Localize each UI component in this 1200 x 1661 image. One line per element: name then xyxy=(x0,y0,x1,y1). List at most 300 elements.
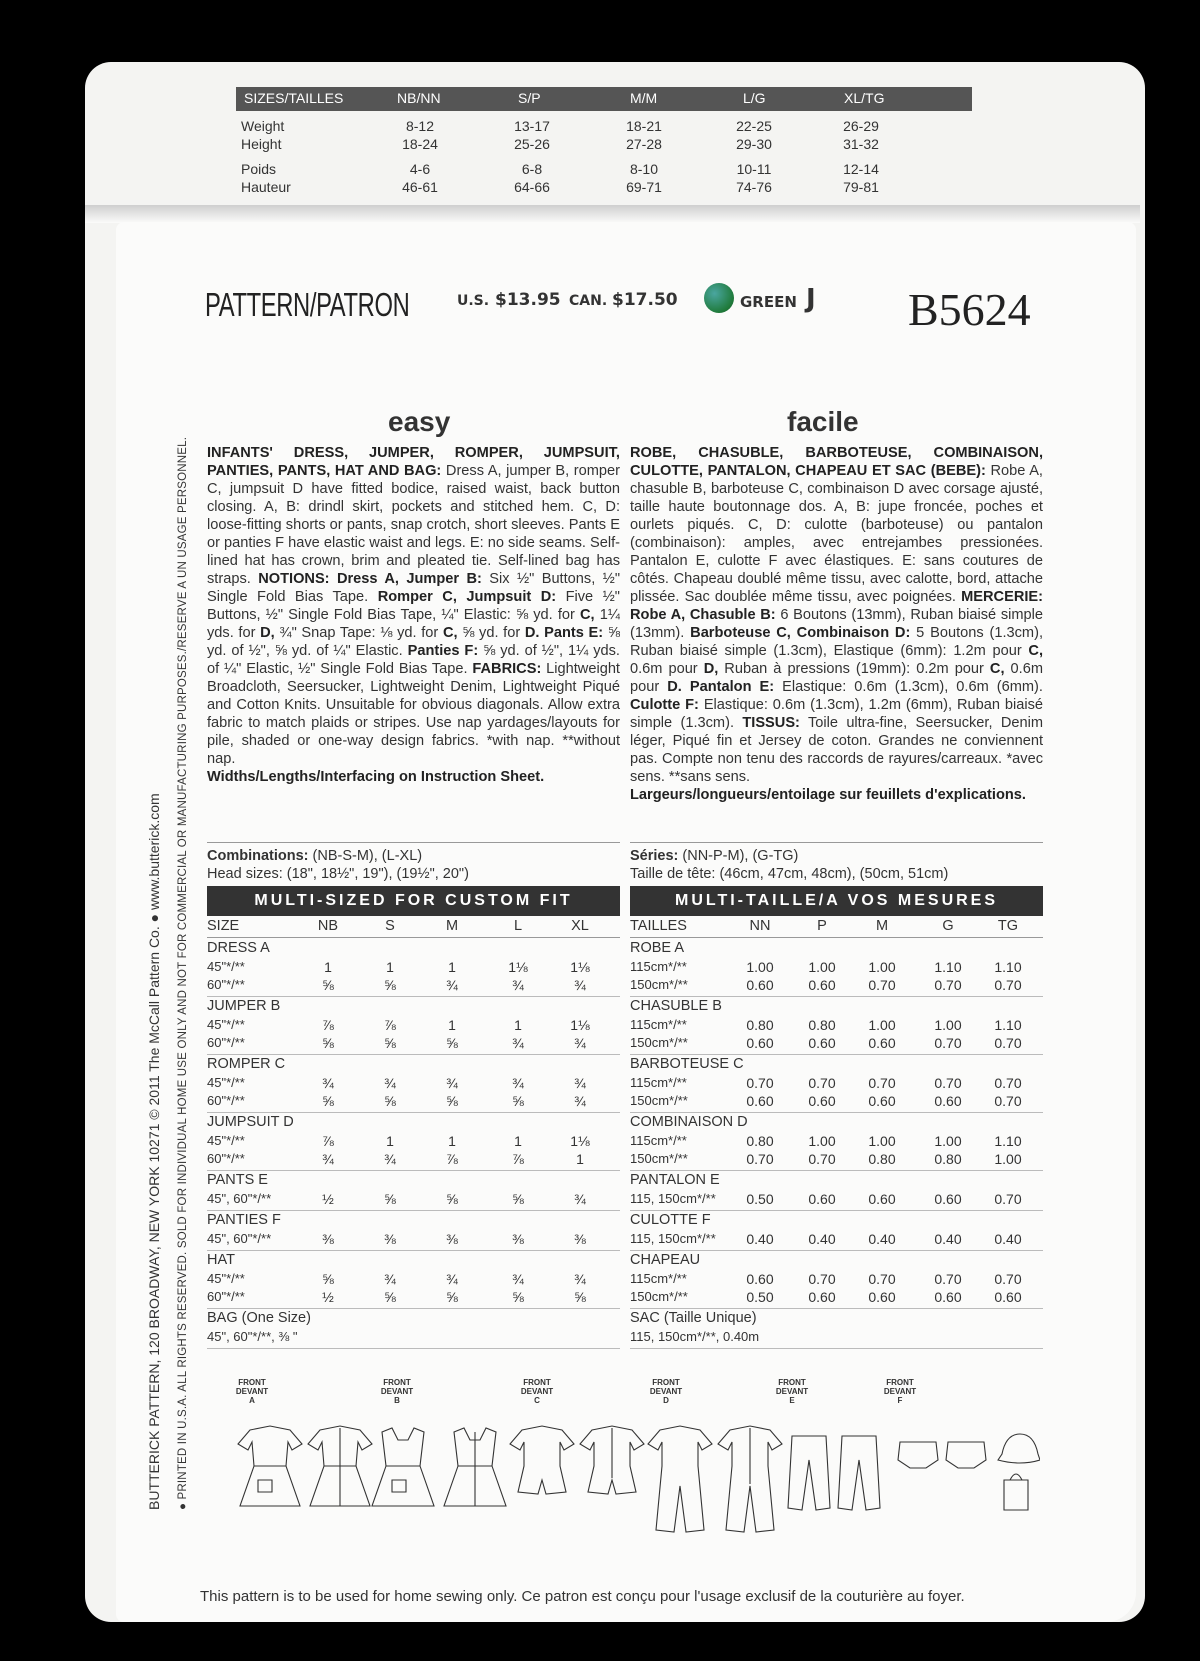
yardage-cell: 0.50 xyxy=(746,1191,774,1207)
figure-label xyxy=(517,1378,557,1405)
yardage-cell: 1.00 xyxy=(868,1017,896,1033)
color-dot-icon xyxy=(704,283,734,313)
mercerie-a-text: 6 Boutons (13mm), Ruban biaisé simple (13mm). xyxy=(630,607,1043,641)
size-chart-cell: 18-24 xyxy=(402,136,438,152)
size-chart-cell: 8-10 xyxy=(629,161,659,177)
size-chart-cell: 12-14 xyxy=(843,161,879,177)
yardage-cell: 0.70 xyxy=(746,1151,774,1167)
yardage-cell: ⅝ xyxy=(446,1035,458,1051)
yardage-cell: 0.40 xyxy=(994,1231,1022,1247)
yardage-column-header: L xyxy=(513,918,523,934)
mercerie-d: D, xyxy=(703,661,719,677)
english-desc-text: Dress A, jumper B, romper C, jumpsuit D have fitted bodice, raised waist, back button closing. A, B: drindl skirt, pockets and stitched hem. C, D: loose-fitting shorts or pants, snap crotch, short sleeves. Pants E or panties F have elastic waist and legs. E: no side seams. Self-lined hat has crown, brim and pleated tie. Self-lined bag has straps. xyxy=(207,463,620,587)
yardage-cell: ⅝ xyxy=(512,1289,524,1305)
divider xyxy=(207,842,620,843)
table-divider xyxy=(207,1054,620,1055)
yardage-cell: 0.70 xyxy=(994,1035,1022,1051)
yardage-row-label: 60"*/** xyxy=(207,977,245,992)
yardage-column-header: M xyxy=(875,918,889,934)
yardage-cell: 0.80 xyxy=(746,1133,774,1149)
figure-letter: F xyxy=(897,1396,903,1405)
yardage-cell: ⅞ xyxy=(322,1133,334,1149)
yardage-cell: 0.70 xyxy=(934,977,962,993)
yardage-group-name: DRESS A xyxy=(207,940,270,956)
notions-d3: D. xyxy=(524,625,540,641)
color-label: GREEN xyxy=(740,293,797,311)
size-chart-cell: 74-76 xyxy=(736,179,772,195)
size-chart-cell: 6-8 xyxy=(521,161,543,177)
yardage-group-name: PANTALON E xyxy=(630,1172,720,1188)
yardage-cell: 1 xyxy=(324,959,332,975)
mercerie-f: Culotte F: xyxy=(630,697,699,713)
yardage-row-label: 150cm*/** xyxy=(630,1093,688,1108)
size-chart-cell: 69-71 xyxy=(626,179,662,195)
yardage-cell: 1.00 xyxy=(808,1133,836,1149)
mercerie-d2-text: 0.6m pour xyxy=(630,661,1043,695)
jumper-b-front-drawing xyxy=(372,1428,434,1506)
yardage-cell: 0.70 xyxy=(994,1271,1022,1287)
yardage-cell: 0.60 xyxy=(934,1191,962,1207)
size-chart-row-label: Poids xyxy=(241,161,277,177)
yardage-cell: 1⅛ xyxy=(570,1133,590,1149)
yardage-cell: ⅜ xyxy=(384,1231,396,1247)
yardage-cell: 1⅛ xyxy=(508,959,528,975)
yardage-cell: ⅜ xyxy=(446,1231,458,1247)
yardage-group-name: PANTS E xyxy=(207,1172,268,1188)
size-chart-col-4: L/G xyxy=(743,90,766,106)
mercerie-c2-text: 0.6m pour xyxy=(630,661,698,677)
yardage-cell: 0.40 xyxy=(934,1231,962,1247)
yardage-cell: 1⅛ xyxy=(570,959,590,975)
yardage-cell: 0.60 xyxy=(868,1035,896,1051)
notions-f: Panties F: xyxy=(407,643,479,659)
yardage-cell: 0.60 xyxy=(808,1191,836,1207)
figure-letter: D xyxy=(663,1396,669,1405)
yardage-cell: 0.60 xyxy=(868,1191,896,1207)
size-chart-row-label: Height xyxy=(241,136,282,152)
yardage-cell: 0.70 xyxy=(994,1075,1022,1091)
bag-drawing xyxy=(1004,1474,1028,1510)
yardage-cell: 0.60 xyxy=(868,1289,896,1305)
yardage-row-label: 115cm*/** xyxy=(630,1133,687,1148)
yardage-cell: 1.00 xyxy=(934,1017,962,1033)
figure-letter: B xyxy=(394,1396,400,1405)
yardage-title-fr: MULTI-TAILLE/A VOS MESURES xyxy=(630,886,1043,916)
yardage-cell: 1.00 xyxy=(868,1133,896,1149)
yardage-cell: 1.00 xyxy=(808,959,836,975)
divider xyxy=(630,842,1043,843)
yardage-column-header: TAILLES xyxy=(630,918,687,934)
yardage-cell: 0.60 xyxy=(746,1035,774,1051)
size-chart-row-label: Hauteur xyxy=(241,179,291,195)
yardage-cell: 0.70 xyxy=(994,1093,1022,1109)
mercerie-c-text: 5 Boutons (1.3cm), Ruban biaisé simple (1.3cm), Elastique (6mm): 1.2m pour xyxy=(630,625,1043,659)
size-chart-cell: 46-61 xyxy=(402,179,438,195)
can-price: $17.50 xyxy=(612,290,678,310)
english-desc-title: INFANTS' DRESS, JUMPER, ROMPER, JUMPSUIT, PANTIES, PANTS, HAT AND BAG: xyxy=(207,445,620,479)
yardage-row-label: 150cm*/** xyxy=(630,977,688,992)
pattern-number: B5624 xyxy=(908,284,1031,335)
yardage-cell: 0.40 xyxy=(808,1231,836,1247)
notions-c2-text: 1¼ yds. for xyxy=(207,607,620,641)
notions-c2: C, xyxy=(579,607,595,623)
yardage-cell: ¾ xyxy=(384,1271,396,1287)
figure-devant-label: DEVANT xyxy=(775,1387,809,1396)
combinations-label: Combinations: xyxy=(207,848,309,864)
yardage-cell: ¾ xyxy=(322,1075,334,1091)
yardage-cell: ⅜ xyxy=(574,1231,586,1247)
yardage-cell: ⅝ xyxy=(384,1191,396,1207)
yardage-cell: ⅝ xyxy=(384,977,396,993)
table-divider xyxy=(630,937,1043,938)
yardage-cell: ⅝ xyxy=(384,1035,396,1051)
combinations xyxy=(207,848,422,864)
notions-title: NOTIONS: xyxy=(258,571,330,587)
table-divider xyxy=(630,1308,1043,1309)
yardage-cell: 0.70 xyxy=(934,1271,962,1287)
mercerie-a: Robe A, Chasuble B: xyxy=(630,607,776,623)
yardage-cell: 0.60 xyxy=(746,1093,774,1109)
yardage-row-label: 45"*/** xyxy=(207,1271,245,1286)
notions-e: Pants E: xyxy=(544,625,604,641)
size-chart-cell: 27-28 xyxy=(626,136,662,152)
yardage-group-name: HAT xyxy=(207,1252,235,1268)
size-chart-cell: 18-21 xyxy=(626,118,662,134)
table-divider xyxy=(207,1170,620,1171)
yardage-cell: ¾ xyxy=(574,977,586,993)
yardage-row-label: 150cm*/** xyxy=(630,1035,688,1050)
yardage-cell: 1⅛ xyxy=(570,1017,590,1033)
yardage-cell: 1 xyxy=(448,1133,456,1149)
yardage-cell: 0.60 xyxy=(868,1093,896,1109)
yardage-cell: ¾ xyxy=(574,1035,586,1051)
romper-c-front-drawing xyxy=(510,1426,574,1494)
notions-c: Romper C, Jumpsuit D: xyxy=(377,589,557,605)
table-divider xyxy=(207,1210,620,1211)
figure-devant-label: DEVANT xyxy=(235,1387,269,1396)
fold-shadow xyxy=(85,205,1140,223)
yardage-cell: 1.10 xyxy=(994,1133,1022,1149)
head-sizes-en: Head sizes: (18", 18½", 19"), (19½", 20") xyxy=(207,866,469,882)
yardage-cell: ¾ xyxy=(446,1075,458,1091)
figure-label xyxy=(772,1378,812,1405)
yardage-row-label: 150cm*/** xyxy=(630,1151,688,1166)
yardage-cell: 0.40 xyxy=(746,1231,774,1247)
yardage-row-label: 60"*/** xyxy=(207,1289,245,1304)
yardage-cell: ⅝ xyxy=(384,1093,396,1109)
yardage-cell: 0.80 xyxy=(746,1017,774,1033)
yardage-cell: ¾ xyxy=(574,1075,586,1091)
size-chart-cell: 64-66 xyxy=(514,179,550,195)
yardage-cell: 0.80 xyxy=(934,1151,962,1167)
yardage-cell: 0.60 xyxy=(934,1093,962,1109)
french-desc-title: ROBE, CHASUBLE, BARBOTEUSE, COMBINAISON, CULOTTE, PANTALON, CHAPEAU ET SAC (BEBE): xyxy=(630,445,1043,479)
yardage-cell: 0.70 xyxy=(746,1075,774,1091)
size-chart-col-3: M/M xyxy=(630,90,658,106)
yardage-row-label: 45", 60"*/** xyxy=(207,1231,272,1246)
notions-a: Dress A, Jumper B: xyxy=(336,571,482,587)
yardage-cell: ⅝ xyxy=(384,1289,396,1305)
mercerie-f-text: Elastique: 0.6m (1.3cm), 1.2m (6mm), Ruban biaisé simple (1.3cm). xyxy=(630,697,1043,731)
french-description xyxy=(630,444,1043,839)
mercerie-d-text: Ruban à pressions (19mm): 0.2m pour xyxy=(724,661,984,677)
yardage-cell: ⅜ xyxy=(322,1231,334,1247)
yardage-column-header: M xyxy=(445,918,459,934)
code-letter: J xyxy=(806,284,816,314)
yardage-row-label: 115, 150cm*/**, 0.40m xyxy=(630,1329,760,1344)
yardage-cell: ⅞ xyxy=(446,1151,458,1167)
footer-note: This pattern is to be used for home sewing only. Ce patron est conçu pour l'usage exclusif de la couturière au foyer. xyxy=(200,1588,965,1605)
notions-e-text: ⅝ yd. of ½", ⅝ yd. of ¼" Elastic. xyxy=(207,625,620,659)
mercerie-e-text: Elastique: 0.6m (1.3cm), 0.6m (6mm). xyxy=(782,679,1043,695)
yardage-cell: 1.00 xyxy=(994,1151,1022,1167)
combinations-value: (NB-S-M), (L-XL) xyxy=(312,848,423,864)
yardage-cell: 1.10 xyxy=(994,1017,1022,1033)
yardage-cell: ⅞ xyxy=(512,1151,524,1167)
yardage-cell: ⅞ xyxy=(322,1017,334,1033)
yardage-column-header: XL xyxy=(571,918,589,934)
yardage-cell: ⅝ xyxy=(512,1191,524,1207)
size-chart-cell: 29-30 xyxy=(736,136,772,152)
yardage-column-header: TG xyxy=(997,918,1019,934)
yardage-group-name: CULOTTE F xyxy=(630,1212,711,1228)
mercerie-d2: C, xyxy=(989,661,1005,677)
english-description xyxy=(207,444,620,839)
yardage-cell: 1.10 xyxy=(994,959,1022,975)
yardage-cell: 0.50 xyxy=(746,1289,774,1305)
figure-label xyxy=(880,1378,920,1405)
size-chart-cell: 26-29 xyxy=(843,118,879,134)
notions-a-text: Six ½" Buttons, ½" Single Fold Bias Tape. xyxy=(207,571,620,605)
figure-front-label: FRONT xyxy=(886,1378,914,1387)
size-chart-col-2: S/P xyxy=(518,90,541,106)
size-chart-cell: 10-11 xyxy=(736,161,772,177)
table-divider xyxy=(207,996,620,997)
size-chart-header xyxy=(236,87,972,111)
figure-letter: E xyxy=(789,1396,795,1405)
fabrics-text: Lightweight Broadcloth, Seersucker, Lightweight Denim, Lightweight Piqué and Cotton Knits. Unsuitable for obvious diagonals. Allow extra fabric to match plaids or stripes. Use nap yardages/layouts for pile, shaded or one-way design fabrics. *with nap. **without nap. xyxy=(207,661,620,767)
series xyxy=(630,848,798,864)
garment-line-drawings xyxy=(220,1420,1040,1540)
yardage-cell: 0.70 xyxy=(994,977,1022,993)
yardage-column-header: SIZE xyxy=(207,918,240,934)
yardage-cell: 1.00 xyxy=(934,1133,962,1149)
table-divider xyxy=(630,1054,1043,1055)
yardage-column-header: P xyxy=(817,918,827,934)
figure-label xyxy=(646,1378,686,1405)
yardage-cell: ⅝ xyxy=(322,1035,334,1051)
mercerie-e: Pantalon E: xyxy=(689,679,775,695)
mercerie-c: Barboteuse C, Combinaison D: xyxy=(690,625,911,641)
yardage-group-name: JUMPER B xyxy=(207,998,281,1014)
yardage-cell: 1 xyxy=(514,1017,522,1033)
notions-d2-text: ⅝ yd. for xyxy=(462,625,521,641)
copyright-side-text: ● PRINTED IN U.S.A. ALL RIGHTS RESERVED. SOLD FOR INDIVIDUAL HOME USE ONLY AND NOT FOR COMMERCIAL OR MANUFACTURING PURPOSES./RESERVE A UN USAGE PERSONNEL. xyxy=(177,436,189,1510)
panties-f-back-drawing xyxy=(946,1442,986,1468)
yardage-cell: 1 xyxy=(386,1133,394,1149)
table-divider xyxy=(207,1250,620,1251)
yardage-cell: 1 xyxy=(448,1017,456,1033)
yardage-cell: ⅞ xyxy=(384,1017,396,1033)
tissus-text: Toile ultra-fine, Seersucker, Denim léger, Piqué fin et Jersey de coton. Grandes ne conviennent pas. Compte non tenu des raccords de rayures/carreaux. *avec sens. **sans sens. xyxy=(630,715,1043,785)
yardage-cell: 1.10 xyxy=(934,959,962,975)
size-chart-cell: 4-6 xyxy=(409,161,431,177)
publisher-side-text: BUTTERICK PATTERN, 120 BROADWAY, NEW YORK 10271 © 2011 The McCall Pattern Co. ● www.butterick.com xyxy=(146,793,162,1510)
yardage-cell: 0.70 xyxy=(868,1271,896,1287)
yardage-cell: 0.60 xyxy=(808,1093,836,1109)
yardage-cell: 1 xyxy=(386,959,394,975)
yardage-column-header: S xyxy=(385,918,395,934)
table-divider xyxy=(207,1308,620,1309)
yardage-group-name: COMBINAISON D xyxy=(630,1114,748,1130)
yardage-cell: 0.70 xyxy=(868,1075,896,1091)
notions-c-text: Five ½" Buttons, ½" Single Fold Bias Tape, ¼" Elastic: ⅝ yd. for xyxy=(207,589,620,623)
size-chart-cell: 31-32 xyxy=(843,136,879,152)
yardage-cell: 0.60 xyxy=(808,1289,836,1305)
yardage-cell: ⅝ xyxy=(512,1093,524,1109)
yardage-cell: 1 xyxy=(514,1133,522,1149)
yardage-cell: ¾ xyxy=(574,1191,586,1207)
yardage-cell: ¾ xyxy=(446,1271,458,1287)
table-divider xyxy=(630,1348,1043,1349)
english-widths-note: Widths/Lengths/Interfacing on Instruction Sheet. xyxy=(207,769,545,785)
figure-devant-label: DEVANT xyxy=(649,1387,683,1396)
yardage-row-label: 60"*/** xyxy=(207,1035,245,1050)
figure-letter: C xyxy=(534,1396,540,1405)
yardage-cell: ¾ xyxy=(512,1271,524,1287)
yardage-group-name: ROBE A xyxy=(630,940,684,956)
pattern-title: PATTERN/PATRON xyxy=(205,286,410,323)
table-divider xyxy=(630,1210,1043,1211)
yardage-cell: 0.70 xyxy=(808,1075,836,1091)
fabrics-title: FABRICS: xyxy=(472,661,542,677)
yardage-cell: 0.60 xyxy=(746,1271,774,1287)
figure-front-label: FRONT xyxy=(778,1378,806,1387)
figure-front-label: FRONT xyxy=(238,1378,266,1387)
yardage-cell: 0.70 xyxy=(994,1191,1022,1207)
panties-f-front-drawing xyxy=(898,1442,938,1468)
yardage-cell: ⅜ xyxy=(512,1231,524,1247)
size-chart-cell: 8-12 xyxy=(405,118,435,134)
french-heading: facile xyxy=(787,406,859,437)
yardage-cell: ¾ xyxy=(446,977,458,993)
table-divider xyxy=(207,1112,620,1113)
yardage-cell: 0.60 xyxy=(994,1289,1022,1305)
yardage-cell: ½ xyxy=(322,1289,334,1305)
yardage-title-en: MULTI-SIZED FOR CUSTOM FIT xyxy=(207,886,620,916)
yardage-cell: 0.80 xyxy=(868,1151,896,1167)
table-divider xyxy=(630,996,1043,997)
yardage-cell: ¾ xyxy=(384,1151,396,1167)
yardage-row-label: 60"*/** xyxy=(207,1151,245,1166)
yardage-row-label: 115cm*/** xyxy=(630,959,687,974)
yardage-cell: ⅝ xyxy=(446,1191,458,1207)
yardage-column-header: G xyxy=(942,918,954,934)
pants-e-front-drawing xyxy=(788,1436,830,1510)
yardage-cell: 0.70 xyxy=(868,977,896,993)
series-label: Séries: xyxy=(630,848,679,864)
pattern-envelope-flap xyxy=(116,222,1136,1622)
yardage-column-header: NB xyxy=(317,918,339,934)
size-chart-col-5: XL/TG xyxy=(844,90,885,106)
yardage-row-label: 45"*/** xyxy=(207,959,245,974)
yardage-row-label: 115cm*/** xyxy=(630,1017,687,1032)
table-divider xyxy=(630,1112,1043,1113)
figure-devant-label: DEVANT xyxy=(380,1387,414,1396)
mercerie-title: MERCERIE: xyxy=(961,589,1043,605)
yardage-cell: 1.00 xyxy=(746,959,774,975)
yardage-row-label: 115, 150cm*/** xyxy=(630,1191,716,1206)
size-chart-row-label: Weight xyxy=(241,118,285,134)
tissus-title: TISSUS: xyxy=(742,715,800,731)
yardage-row-label: 45"*/** xyxy=(207,1133,245,1148)
yardage-cell: ⅝ xyxy=(446,1093,458,1109)
yardage-group-name: PANTIES F xyxy=(207,1212,281,1228)
yardage-group-name: SAC (Taille Unique) xyxy=(630,1310,757,1326)
yardage-cell: ⅝ xyxy=(322,977,334,993)
notions-f-text: ⅝ yd. of ½", 1¼ yds. of ¼" Elastic, ½" Single Fold Bias Tape. xyxy=(207,643,620,677)
size-chart-cell: 79-81 xyxy=(843,179,879,195)
yardage-cell: ⅝ xyxy=(322,1093,334,1109)
yardage-cell: ¾ xyxy=(512,1035,524,1051)
yardage-row-label: 60"*/** xyxy=(207,1093,245,1108)
yardage-group-name: CHAPEAU xyxy=(630,1252,701,1268)
yardage-cell: 0.60 xyxy=(808,1035,836,1051)
table-divider xyxy=(630,1170,1043,1171)
hat-drawing xyxy=(998,1434,1040,1463)
yardage-row-label: 115cm*/** xyxy=(630,1075,687,1090)
yardage-cell: ⅝ xyxy=(574,1289,586,1305)
size-chart-col-0: SIZES/TAILLES xyxy=(244,90,344,106)
yardage-row-label: 45"*/** xyxy=(207,1017,245,1032)
figure-letter: A xyxy=(249,1396,255,1405)
us-price: $13.95 xyxy=(495,290,561,310)
yardage-cell: ⅝ xyxy=(322,1271,334,1287)
yardage-column-header: NN xyxy=(749,918,771,934)
jumpsuit-d-front-drawing xyxy=(648,1426,712,1532)
figure-devant-label: DEVANT xyxy=(520,1387,554,1396)
size-chart-cell: 25-26 xyxy=(514,136,550,152)
figure-label xyxy=(377,1378,417,1405)
size-chart-col-1: NB/NN xyxy=(397,90,441,106)
notions-d: D, xyxy=(260,625,275,641)
yardage-cell: 0.70 xyxy=(808,1271,836,1287)
yardage-group-name: ROMPER C xyxy=(207,1056,286,1072)
english-heading: easy xyxy=(388,406,451,437)
yardage-cell: ¾ xyxy=(384,1075,396,1091)
yardage-cell: 0.60 xyxy=(808,977,836,993)
yardage-group-name: BAG (One Size) xyxy=(207,1310,311,1326)
us-label: U.S. xyxy=(457,293,490,309)
notions-d2: C, xyxy=(442,625,458,641)
french-desc-text: Robe A, chasuble B, barboteuse C, combinaison D avec corsage ajusté, taille haute boutonnage dos. A, B: jupe froncée, poches et ourlets piqués. C, D: culotte (barboteuse) ou pantalon (combinaison): amples, avec entrejambes pressionées. Pantalon E, culotte F avec élastiques. E: sans coutures de côtés. Chapeau doublé même tissu, avec calotte, bord, attache plissée. Sac doublée même tissu, avec poignées. xyxy=(630,463,1043,605)
yardage-row-label: 150cm*/** xyxy=(630,1289,688,1304)
yardage-cell: 0.70 xyxy=(934,1075,962,1091)
french-widths-note: Largeurs/longueurs/entoilage sur feuillets d'explications. xyxy=(630,787,1026,803)
yardage-cell: 0.60 xyxy=(934,1289,962,1305)
figure-front-label: FRONT xyxy=(523,1378,551,1387)
yardage-row-label: 45", 60"*/**, ⅜ " xyxy=(207,1329,298,1344)
table-divider xyxy=(207,1348,620,1349)
table-divider xyxy=(630,1250,1043,1251)
yardage-cell: ½ xyxy=(322,1191,334,1207)
table-divider xyxy=(207,937,620,938)
can-label: CAN. xyxy=(569,293,608,309)
yardage-cell: ¾ xyxy=(574,1093,586,1109)
yardage-cell: ⅝ xyxy=(446,1289,458,1305)
yardage-row-label: 45", 60"*/** xyxy=(207,1191,272,1206)
yardage-cell: ¾ xyxy=(574,1271,586,1287)
